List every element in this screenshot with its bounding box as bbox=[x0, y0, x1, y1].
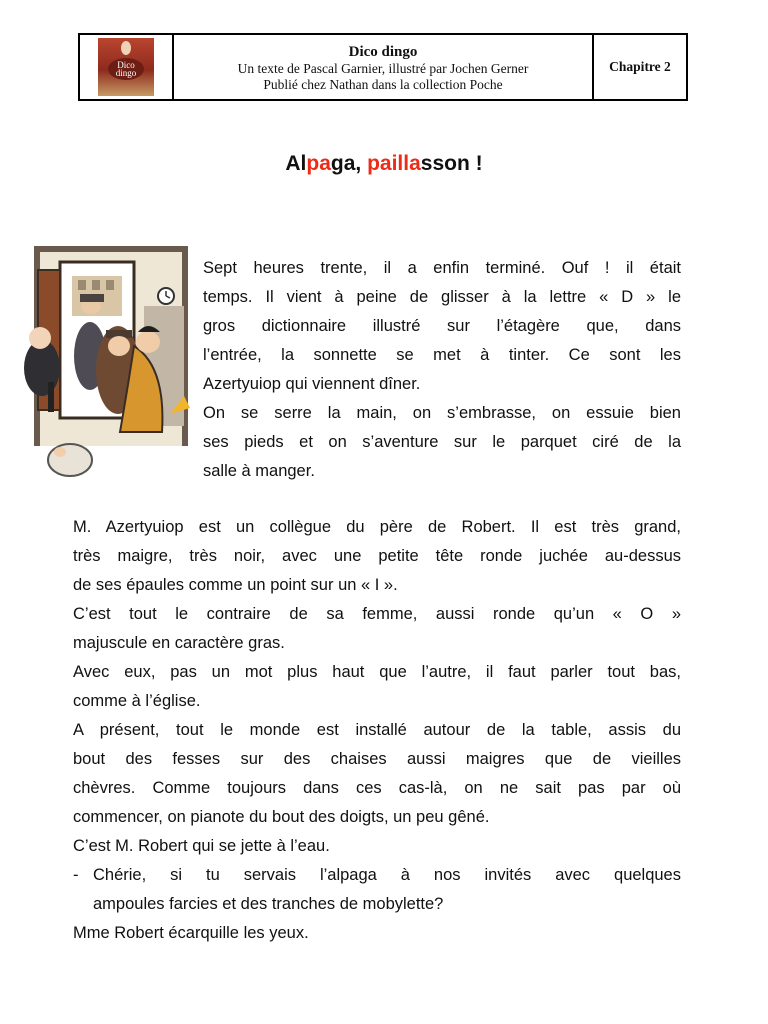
cover-figure bbox=[121, 41, 131, 55]
publisher-line: Publié chez Nathan dans la collection Poche bbox=[263, 77, 503, 92]
text-line: M. Azertyuiop est un collègue du père de Robert. Il est très grand, bbox=[73, 518, 681, 536]
text-line: comme à l’église. bbox=[73, 692, 201, 710]
text-line: très maigre, très noir, avec une petite tête ronde juchée au-dessus bbox=[73, 547, 681, 565]
text-line: C’est tout le contraire de sa femme, aussi ronde qu’un « O » bbox=[73, 605, 681, 623]
book-title: Dico dingo bbox=[348, 44, 418, 60]
text-line: C’est M. Robert qui se jette à l’eau. bbox=[73, 837, 330, 855]
text-line: ses pieds et on s’aventure sur le parquet ciré de la bbox=[203, 433, 681, 451]
text-line: commencer, on pianote du bout des doigts, un peu gêné. bbox=[73, 808, 490, 826]
dialogue-line: - Chérie, si tu servais l’alpaga à nos invités avec quelques bbox=[73, 861, 681, 890]
text-line: gros dictionnaire illustré sur l’étagère que, dans bbox=[203, 317, 681, 335]
credit-line: Un texte de Pascal Garnier, illustré par Jochen Gerner bbox=[237, 61, 529, 76]
text-line: majuscule en caractère gras. bbox=[73, 634, 285, 652]
text-line: de ses épaules comme un point sur un « I ». bbox=[73, 576, 398, 594]
text-line: ampoules farcies et des tranches de mobylette? bbox=[93, 895, 444, 913]
book-header bbox=[78, 33, 688, 101]
story-illustration bbox=[20, 246, 192, 482]
intro-paragraph bbox=[203, 254, 681, 486]
text-line: Mme Robert écarquille les yeux. bbox=[73, 924, 309, 942]
chapter-title: Alpaga, paillasson ! bbox=[285, 152, 483, 175]
text-line: Avec eux, pas un mot plus haut que l’autre, il faut parler tout bas, bbox=[73, 663, 681, 681]
text-line: Azertyuiop qui viennent dîner. bbox=[203, 375, 421, 393]
text-line: bout des fesses sur des chaises aussi maigres que de vieilles bbox=[73, 750, 681, 768]
book-info-cell bbox=[174, 35, 594, 99]
text-line: temps. Il vient à peine de glisser à la lettre « D » le bbox=[203, 288, 681, 306]
cover-logo-text: Dico dingo bbox=[115, 60, 137, 78]
text-line: chèvres. Comme toujours dans ces cas-là, on ne sait pas par où bbox=[73, 779, 681, 797]
dialogue-dash: - bbox=[73, 866, 79, 884]
book-cover-cell bbox=[80, 35, 174, 99]
text-line: l’entrée, la sonnette se met à tinter. Ce sont les bbox=[203, 346, 681, 364]
main-story-text bbox=[73, 513, 681, 948]
text-line: A présent, tout le monde est installé autour de la table, assis du bbox=[73, 721, 681, 739]
text-line: salle à manger. bbox=[203, 462, 315, 480]
book-cover-image bbox=[98, 38, 154, 96]
text-line: On se serre la main, on s’embrasse, on essuie bien bbox=[203, 404, 681, 422]
chapter-label: Chapitre 2 bbox=[609, 59, 671, 74]
text-line: Sept heures trente, il a enfin terminé. Ouf ! il était bbox=[203, 259, 681, 277]
